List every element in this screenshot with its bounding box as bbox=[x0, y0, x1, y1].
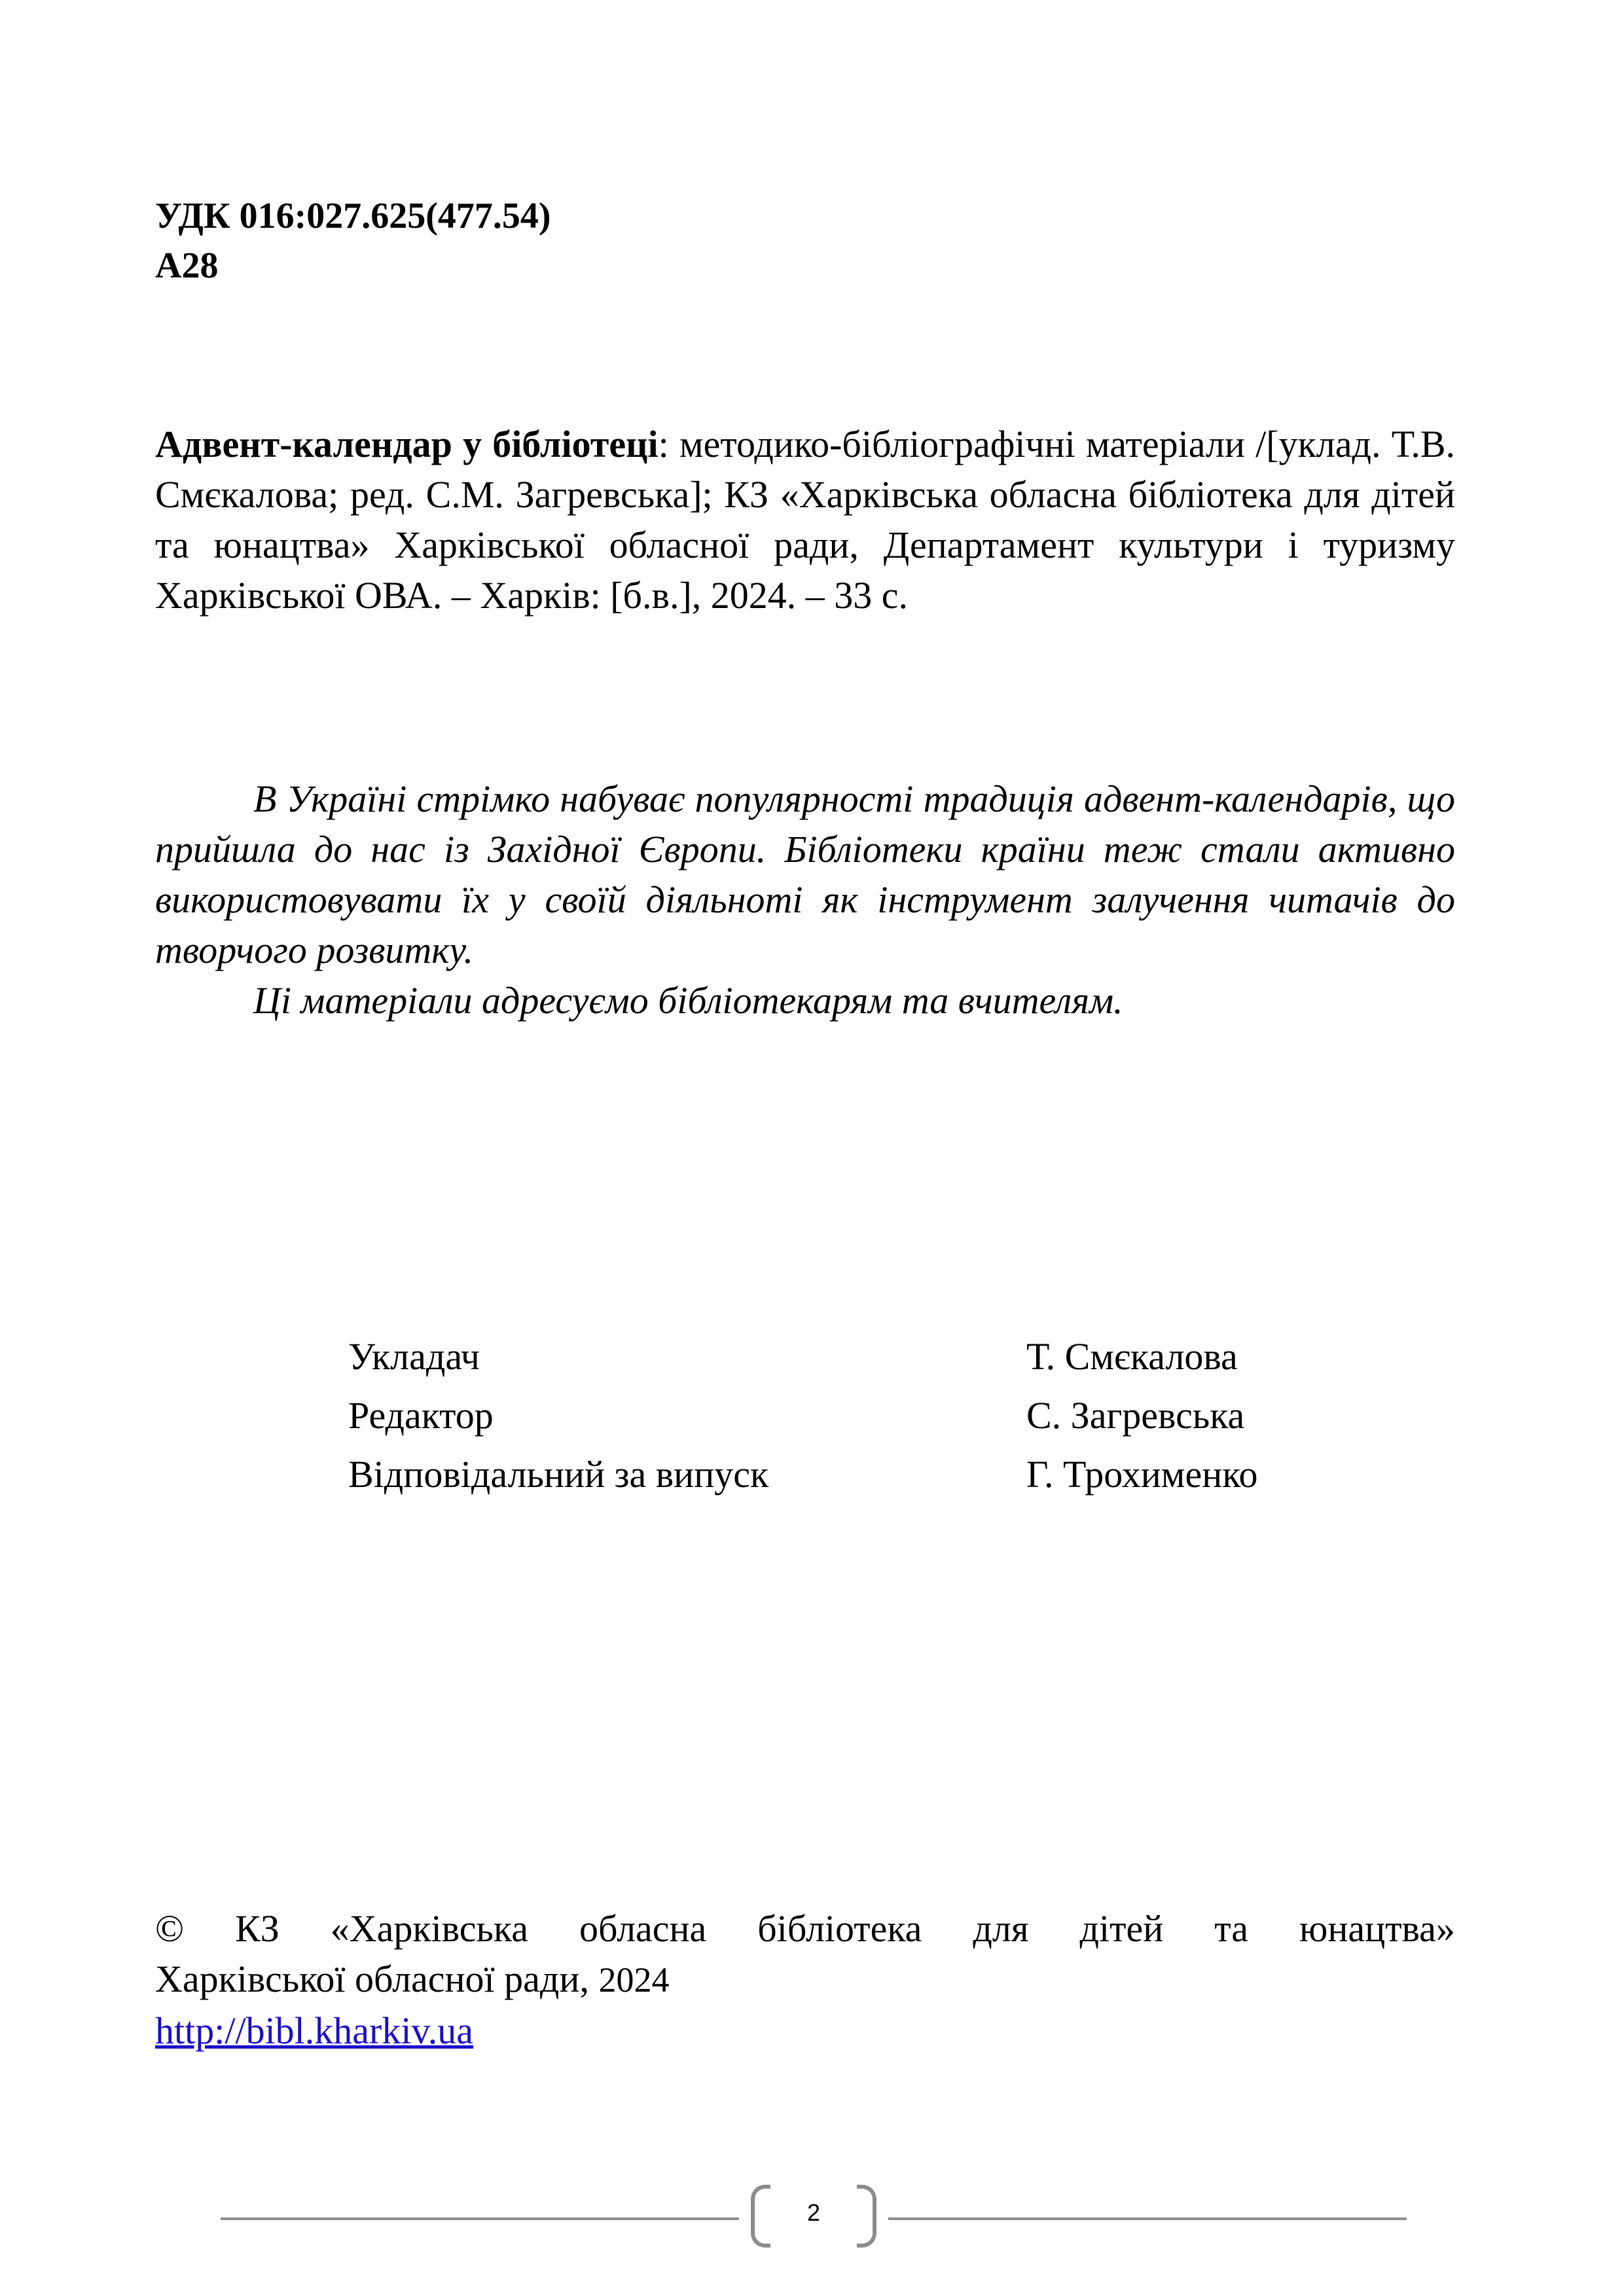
credit-role: Відповідальний за випуск bbox=[348, 1453, 769, 1496]
close-brace-icon bbox=[857, 2185, 876, 2248]
credit-person: Г. Трохименко bbox=[1026, 1453, 1258, 1496]
credit-row bbox=[348, 1386, 1330, 1445]
copyright-year: 2024 bbox=[598, 1960, 670, 2000]
copyright-word: «Харківська bbox=[330, 1907, 529, 1950]
copyright-owner: Харківської обласної ради, bbox=[155, 1958, 589, 2000]
abstract-paragraph: Ці матеріали адресуємо бібліотекарям та вчителям. bbox=[253, 979, 1123, 1022]
copyright-word: КЗ bbox=[235, 1907, 280, 1950]
credit-person: С. Загревська bbox=[1026, 1394, 1245, 1437]
copyright-owner-line bbox=[155, 1954, 1455, 2005]
udc-code: УДК 016:027.625(477.54) bbox=[155, 196, 551, 236]
website-link[interactable]: http://bibl.kharkiv.ua bbox=[155, 2009, 473, 2052]
bibliographic-record bbox=[155, 419, 1455, 620]
copyright-notice bbox=[155, 1903, 1455, 2056]
credit-role: Укладач bbox=[348, 1335, 480, 1378]
copyright-word: дітей bbox=[1079, 1907, 1164, 1950]
author-mark: А28 bbox=[155, 245, 219, 286]
open-brace-icon bbox=[751, 2185, 770, 2248]
bibliographic-details: : методико-бібліографічні матеріали /[уклад. Т.В. Смєкалова; ред. С.М. Загревська]; КЗ «Харківська обласна бібліотека для дітей та юнацтва» Харківської обласної ради, Департамент культури і туризму Харківської ОВА. – Харків: [б.в.], 2024. – 33 с. bbox=[155, 423, 1456, 617]
classification-codes bbox=[155, 191, 1455, 291]
copyright-line bbox=[155, 1903, 1455, 1954]
credits-list bbox=[348, 1327, 1330, 1504]
copyright-word: та bbox=[1214, 1907, 1249, 1950]
copyright-word: обласна bbox=[579, 1907, 707, 1950]
copyright-word: юнацтва» bbox=[1299, 1907, 1455, 1950]
copyright-word: бібліотека bbox=[757, 1907, 922, 1950]
copyright-word: для bbox=[973, 1907, 1029, 1950]
footer-rule-right bbox=[888, 2217, 1407, 2220]
credit-row bbox=[348, 1327, 1330, 1386]
credit-row bbox=[348, 1445, 1330, 1504]
credit-person: Т. Смєкалова bbox=[1026, 1335, 1238, 1378]
page-number: 2 bbox=[806, 2199, 821, 2226]
abstract-paragraph: В Україні стрімко набуває популярності традиція адвент-календарів, що прийшла до нас із Західної Європи. Бібліотеки країни теж стали активно використовувати їх у своїй діяльноті як інструмент залучення читачів до творчого розвитку. bbox=[155, 778, 1455, 971]
publication-title: Адвент-календар у бібліотеці bbox=[155, 423, 659, 465]
footer-rule-left bbox=[221, 2217, 739, 2220]
credit-role: Редактор bbox=[348, 1394, 494, 1437]
abstract bbox=[155, 774, 1455, 1026]
copyright-symbol: © bbox=[155, 1907, 185, 1950]
page-footer bbox=[221, 2185, 1407, 2250]
